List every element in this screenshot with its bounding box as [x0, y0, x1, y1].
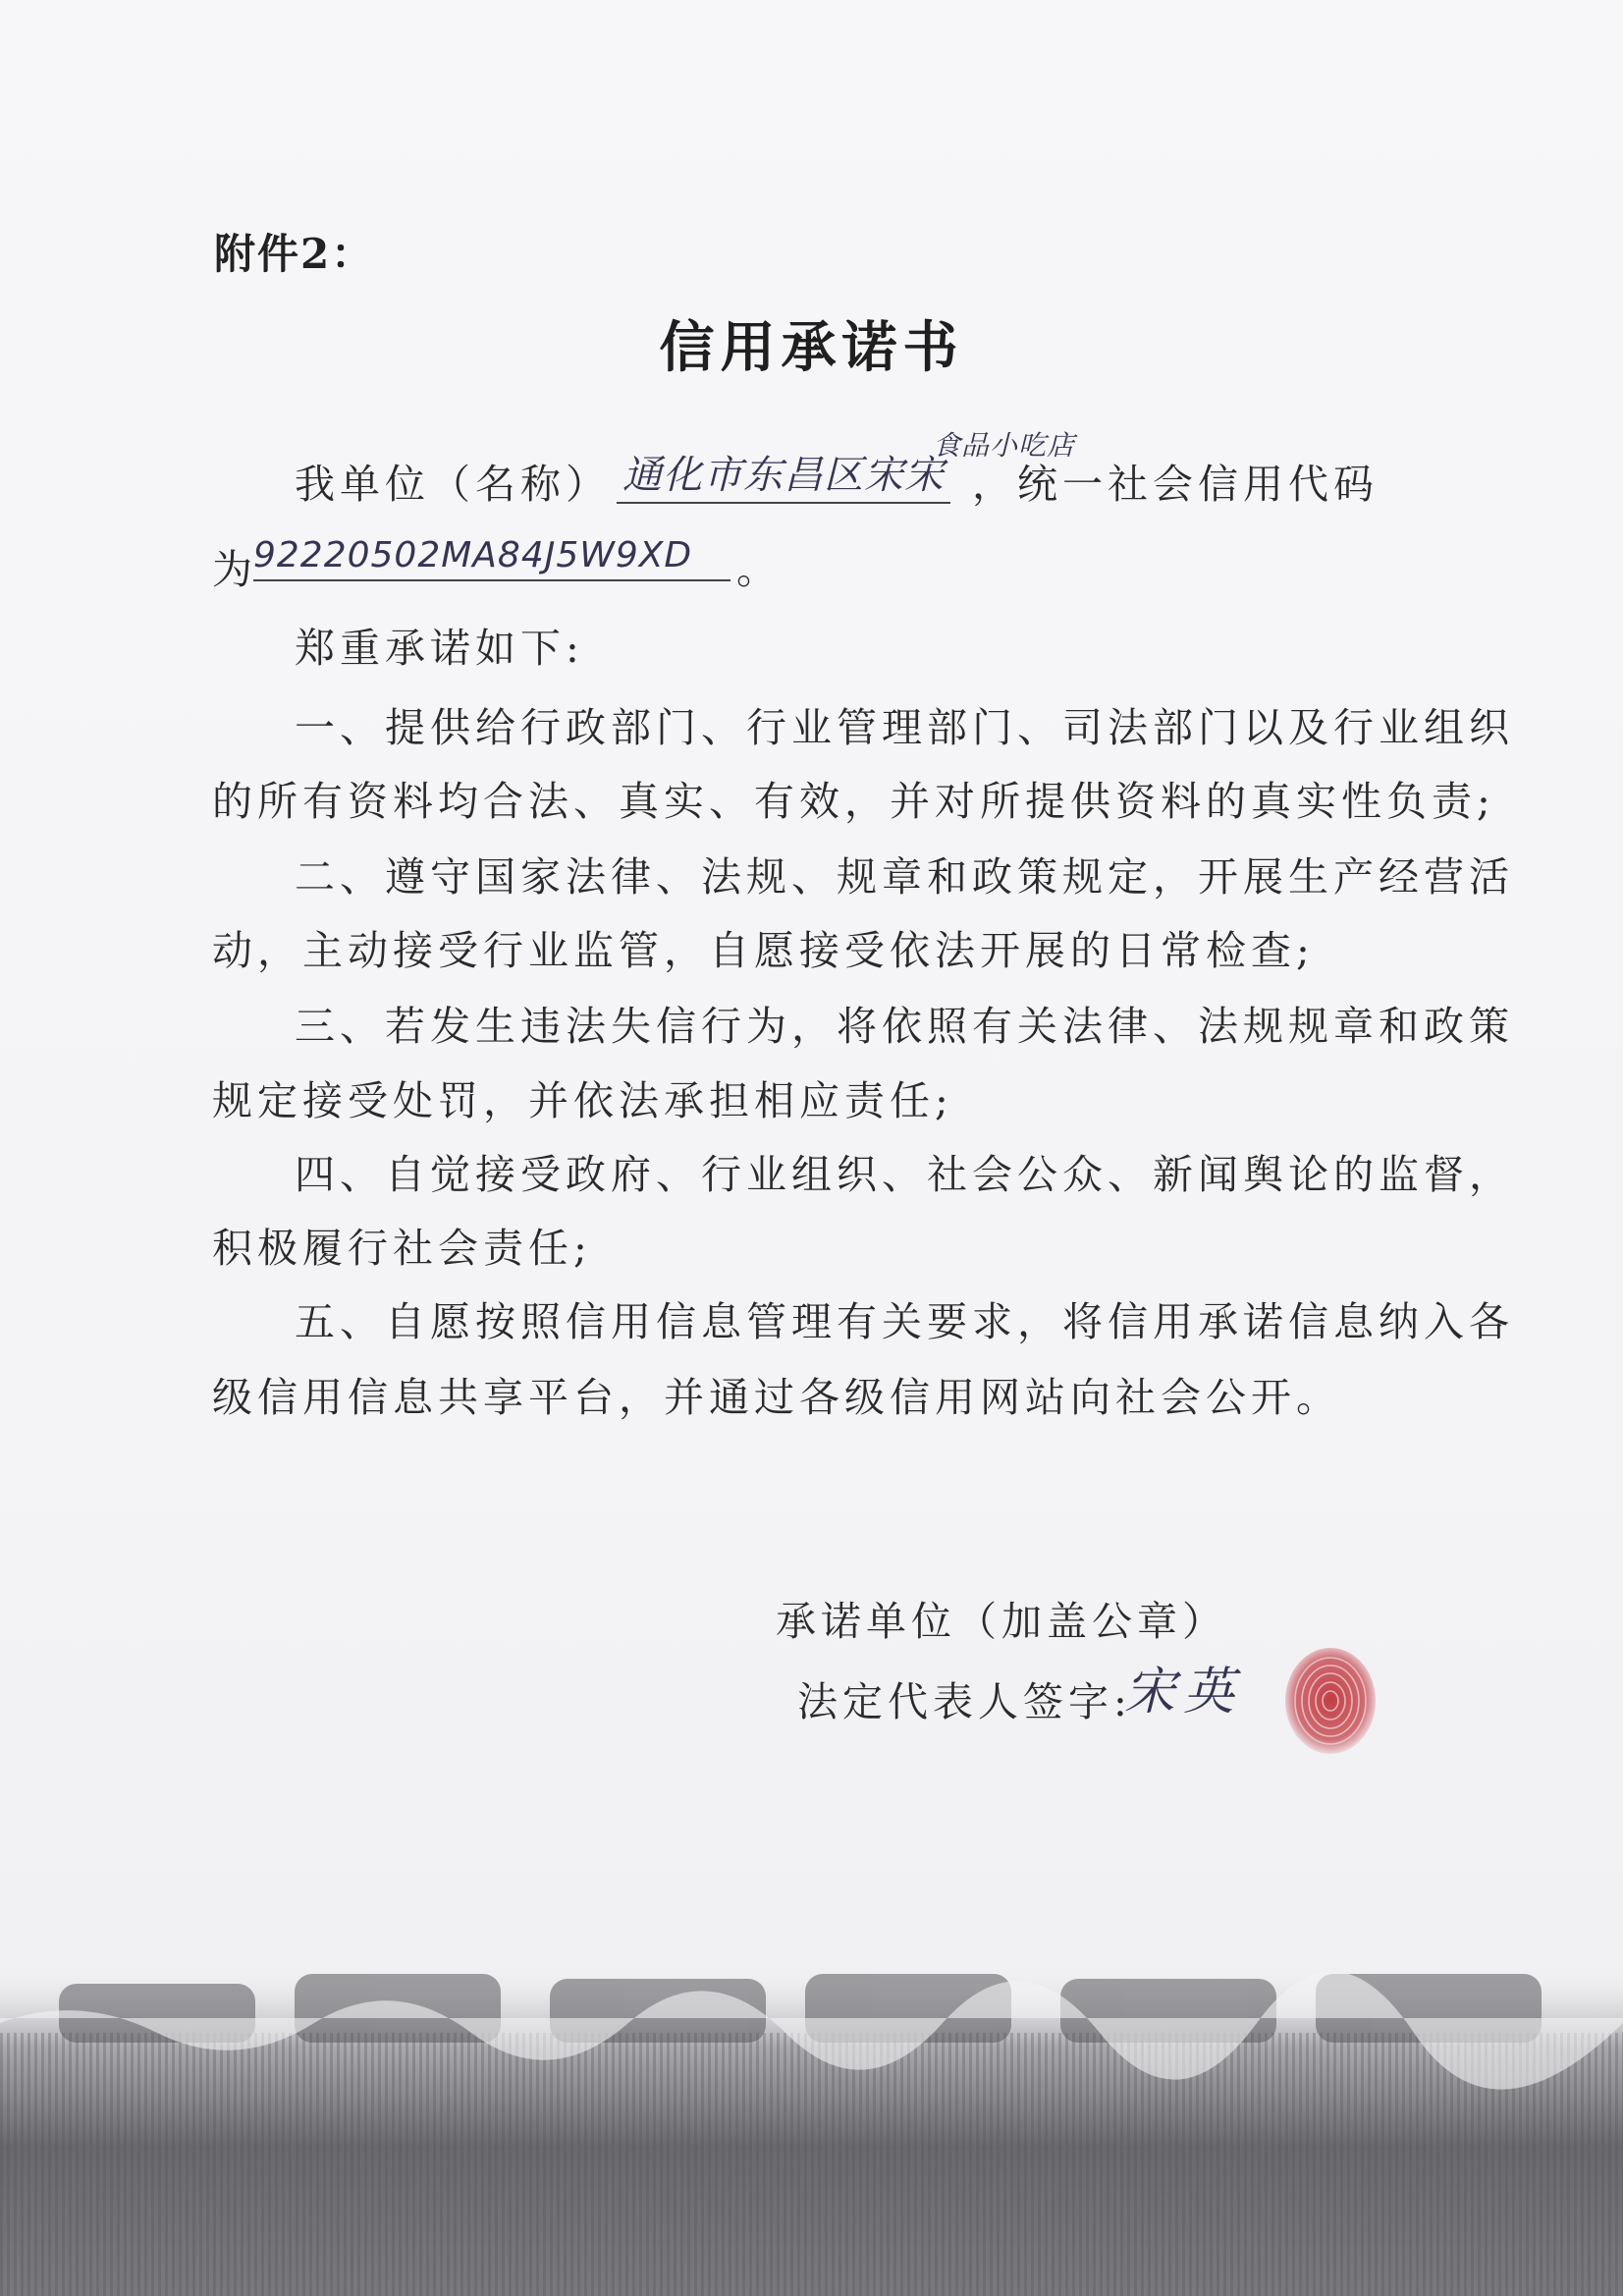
item-5-line-2: 级信用信息共享平台，并通过各级信用网站向社会公开。	[212, 1374, 1341, 1421]
item-1-line-2: 的所有资料均合法、真实、有效，并对所提供资料的真实性负责;	[212, 778, 1495, 825]
intro-suffix: ，统一社会信用代码	[972, 461, 1379, 508]
item-2-line-2: 动，主动接受行业监管，自愿接受依法开展的日常检查;	[212, 927, 1315, 974]
item-3-line-2: 规定接受处罚，并依法承担相应责任;	[212, 1077, 953, 1124]
fingerprint-icon	[1281, 1645, 1380, 1761]
unit-seal-label: 承诺单位（加盖公章）	[776, 1598, 1227, 1645]
solemn-promise: 郑重承诺如下:	[295, 625, 584, 672]
item-2-line-1: 二、遵守国家法律、法规、规章和政策规定，开展生产经营活	[295, 853, 1514, 901]
attachment-label: 附件2：	[214, 230, 375, 278]
credit-code-handwritten: 92220502MA84J5W9XD	[253, 535, 730, 581]
legal-rep-label: 法定代表人签字:	[797, 1678, 1132, 1725]
document-title: 信用承诺书	[659, 315, 964, 380]
code-suffix: 。	[736, 546, 782, 593]
item-3-line-1: 三、若发生违法失信行为，将依照有关法律、法规规章和政策	[295, 1003, 1514, 1050]
item-1-line-1: 一、提供给行政部门、行业管理部门、司法部门以及行业组织	[295, 704, 1514, 751]
unit-name-extra-handwritten: 食品小吃店	[933, 429, 1076, 462]
legal-rep-signature: 宋英	[1124, 1663, 1243, 1722]
item-4-line-1: 四、自觉接受政府、行业组织、社会公众、新闻舆论的监督，	[295, 1151, 1514, 1198]
decorative-background-band	[0, 1925, 1623, 2296]
item-5-line-1: 五、自愿按照信用信息管理有关要求，将信用承诺信息纳入各	[295, 1298, 1514, 1345]
unit-name-handwritten: 通化市东昌区宋宋	[617, 444, 950, 504]
intro-prefix: 我单位（名称）	[295, 461, 611, 508]
item-4-line-2: 积极履行社会责任;	[212, 1225, 592, 1272]
code-prefix: 为	[212, 546, 257, 593]
